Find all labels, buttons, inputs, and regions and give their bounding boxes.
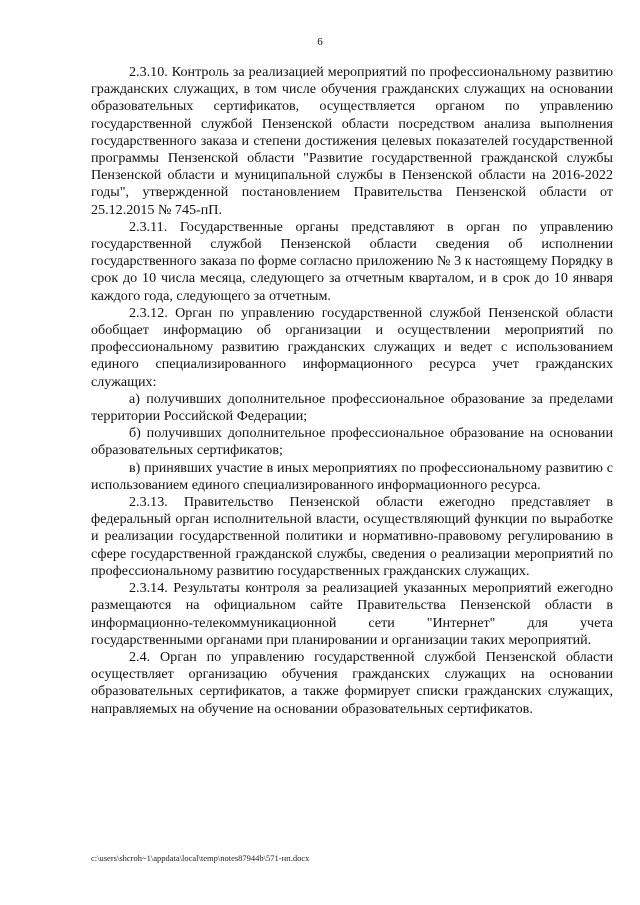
list-item-v: в) принявших участие в иных мероприятиях по профессиональному развитию с использованием единого специализированного информационного ресурса. (91, 459, 613, 493)
paragraph-2-3-11: 2.3.11. Государственные органы представляют в орган по управлению государственной службой Пензенской области сведения об исполнении государственного заказа по форме согласно приложению № 3 к настоящему Порядку в срок до 10 числа месяца, следующего за отчетным кварталом, и в срок до 10 января каждого года, следующего за отчетным. (91, 218, 613, 304)
paragraph-2-3-10: 2.3.10. Контроль за реализацией мероприятий по профессиональному развитию гражданских служащих, в том числе обучения гражданских служащих на основании образовательных сертификатов, осуществляется органом по управлению государственной службой Пензенской области посредством анализа выполнения государственного заказа и степени достижения целевых показателей государственной программы Пензенской области "Развитие государственной гражданской службы Пензенской области и муниципальной службы в Пензенской области на 2016-2022 годы", утвержденной постановлением Правительства Пензенской области от 25.12.2015 № 745-пП. (91, 64, 613, 218)
document-body (91, 64, 613, 718)
list-item-a: а) получивших дополнительное профессиональное образование за пределами территории Российской Федерации; (91, 390, 613, 425)
paragraph-2-3-14: 2.3.14. Результаты контроля за реализацией указанных мероприятий ежегодно размещаются на официальном сайте Правительства Пензенской области в информационно-телекоммуникационной сети "Интернет" для учета государственными органами при планировании и организации таких мероприятий. (91, 580, 613, 648)
paragraph-2-3-13: 2.3.13. Правительство Пензенской области ежегодно представляет в федеральный орган исполнительной власти, осуществляющий функции по выработке и реализации государственной политики и нормативно-правовому регулированию в сфере государственной гражданской службы, сведения о реализации мероприятий по профессиональному развитию государственных гражданских служащих. (91, 494, 613, 579)
paragraph-2-4: 2.4. Орган по управлению государственной службой Пензенской области осуществляет организацию обучения гражданских служащих на основании образовательных сертификатов, а также формирует списки гражданских служащих, направляемых на обучение на основании образовательных сертификатов. (91, 648, 613, 717)
paragraph-2-3-12: 2.3.12. Орган по управлению государственной службой Пензенской области обобщает информацию об организации и осуществлении мероприятий по профессиональному развитию гражданских служащих и ведет с использованием единого специализированного информационного ресурса учет гражданских служащих: (91, 304, 613, 390)
page-number: 6 (317, 36, 323, 48)
footer-file-path: c:\users\shcroh~1\appdata\local\temp\notes87944b\571-нп.docx (91, 853, 310, 863)
list-item-b: б) получивших дополнительное профессиональное образование на основании образовательных сертификатов; (91, 425, 613, 459)
